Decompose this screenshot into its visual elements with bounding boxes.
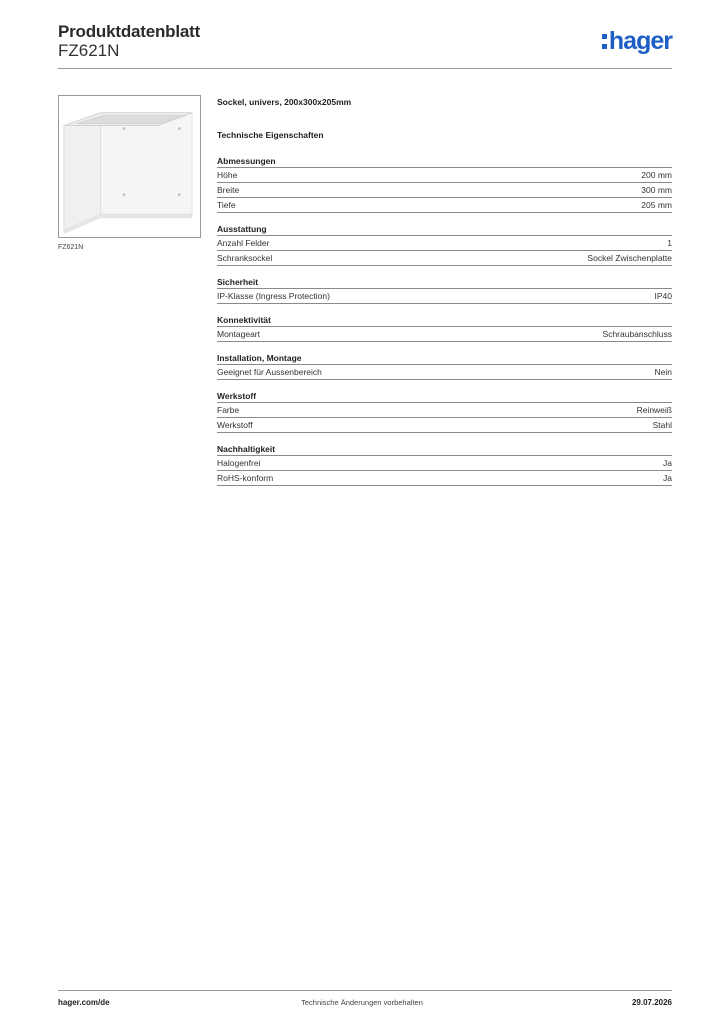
product-code: FZ621N xyxy=(58,41,120,60)
property-value: 1 xyxy=(667,238,672,248)
property-section xyxy=(217,314,672,342)
property-row xyxy=(217,471,672,486)
footer-notice: Technische Änderungen vorbehalten xyxy=(301,998,423,1007)
property-label: Geeignet für Aussenbereich xyxy=(217,367,322,377)
property-label: Montageart xyxy=(217,329,260,339)
property-row xyxy=(217,327,672,342)
page-header xyxy=(58,20,672,68)
property-value: Schraubanschluss xyxy=(602,329,672,339)
property-label: Farbe xyxy=(217,405,240,415)
property-value: Sockel Zwischenplatte xyxy=(587,253,672,263)
property-section xyxy=(217,352,672,380)
property-label: Halogenfrei xyxy=(217,458,261,468)
base-plinth-illustration xyxy=(59,96,200,237)
logo-dots-icon xyxy=(602,34,607,49)
section-title: Installation, Montage xyxy=(217,352,672,365)
property-value: Reinweiß xyxy=(636,405,672,415)
property-label: Anzahl Felder xyxy=(217,238,270,248)
property-value: Stahl xyxy=(652,420,672,430)
property-row xyxy=(217,418,672,433)
property-sections xyxy=(217,155,672,486)
logo-text: hager xyxy=(608,26,672,55)
product-details xyxy=(217,96,672,496)
property-row xyxy=(217,403,672,418)
property-row xyxy=(217,198,672,213)
section-title: Abmessungen xyxy=(217,155,672,168)
property-label: Tiefe xyxy=(217,200,236,210)
page-title: Produktdatenblatt xyxy=(58,22,201,41)
property-label: Breite xyxy=(217,185,240,195)
hager-logo[interactable] xyxy=(602,26,672,56)
section-title: Nachhaltigkeit xyxy=(217,443,672,456)
property-row xyxy=(217,251,672,266)
product-description: Sockel, univers, 200x300x205mm xyxy=(217,97,352,107)
property-label: Höhe xyxy=(217,170,238,180)
footer-divider xyxy=(58,990,672,991)
property-value: Ja xyxy=(663,473,672,483)
property-section xyxy=(217,443,672,486)
property-value: Ja xyxy=(663,458,672,468)
property-row xyxy=(217,168,672,183)
property-section xyxy=(217,390,672,433)
section-title: Konnektivität xyxy=(217,314,672,327)
footer-website-link[interactable]: hager.com/de xyxy=(58,998,110,1007)
product-image xyxy=(58,95,201,238)
property-value: Nein xyxy=(654,367,672,377)
section-title: Sicherheit xyxy=(217,276,672,289)
property-value: 205 mm xyxy=(641,200,672,210)
property-label: Werkstoff xyxy=(217,420,253,430)
property-section xyxy=(217,155,672,213)
section-title: Werkstoff xyxy=(217,390,672,403)
property-row xyxy=(217,183,672,198)
property-label: Schranksockel xyxy=(217,253,273,263)
property-row xyxy=(217,236,672,251)
property-label: IP-Klasse (Ingress Protection) xyxy=(217,291,330,301)
property-value: 300 mm xyxy=(641,185,672,195)
property-section xyxy=(217,223,672,266)
property-row xyxy=(217,456,672,471)
property-value: 200 mm xyxy=(641,170,672,180)
footer-date: 29.07.2026 xyxy=(631,998,672,1007)
property-row xyxy=(217,289,672,304)
properties-heading: Technische Eigenschaften xyxy=(217,130,324,140)
property-value: IP40 xyxy=(654,291,672,301)
header-divider xyxy=(58,68,672,69)
property-section xyxy=(217,276,672,304)
property-row xyxy=(217,365,672,380)
image-caption: FZ621N xyxy=(58,244,84,251)
section-title: Ausstattung xyxy=(217,223,672,236)
property-label: RoHS-konform xyxy=(217,473,274,483)
